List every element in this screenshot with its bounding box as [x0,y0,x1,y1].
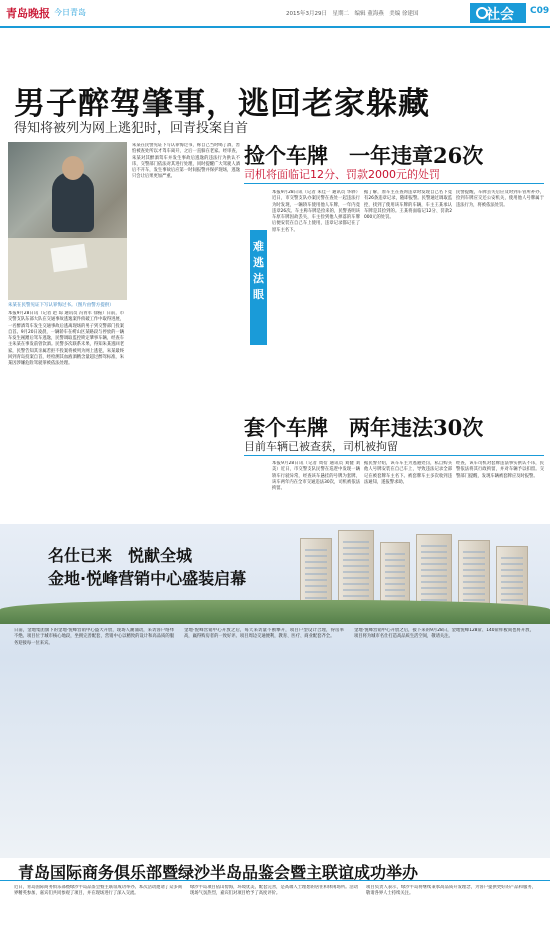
landscape-image [0,600,550,624]
main-subhead: 得知将被列为网上逃犯时，回青投案自首 [14,121,249,136]
main-headline: 男子醉驾肇事，逃回老家躲藏 [14,86,430,122]
page-number: C09 [530,6,550,16]
ad-subheadline: 金地·悦峰营销中心盛装启幕 [48,569,247,588]
section-label: 今日青岛 [54,8,86,17]
divider [244,183,544,184]
bottom-col3: 项目负责人表示，绿沙半岛将继续秉承高品质开发理念，为客户提供更好的产品和服务，敬请各界人士持续关注。 [366,885,536,897]
story-a-title: 捡个车牌 一年违章26次 [244,143,484,168]
vertical-label-text: 难逃法眼 [253,240,264,301]
building-image [496,546,528,610]
ad-col2: 金地·悦峰营销中心开放之后，每天来访量不断攀升，项目户型设计合理，得房率高，赢得购房者的一致好评。项目周边交通便利，教育、医疗、商业配套齐全。 [184,628,344,640]
story-main-col1: 本报9月28日讯（记者 赵 琼 通讯员 冯青军 徐振）日前，市交警支队东部大队在交通事故逃逸案件侦破工作中取得进展，一名醉酒驾车发生交通事故后逃离现场的男子到交警部门投案自首。9月20日凌晨，一辆轿车在崂山区某路段与停放的一辆车发生剐蹭后驾车逃逸，民警调取监控锁定肇事车辆，经查车主朱某在事发前曾饮酒。民警多次联系未果，得知朱某逃回老家，民警告知其亲属若拒不投案将被列为网上逃犯，朱某最终回到青岛投案自首，经检测其血液酒精含量超过醉驾标准，朱某因涉嫌危险驾驶罪被依法处理。 [8,311,124,367]
story-a-subtitle: 司机将面临记12分、罚款2000元的处罚 [244,168,440,181]
story-b-title: 套个车牌 两年违法30次 [244,415,484,440]
ad-col1: 日前，金地集团旗下的金地·悦峰营销中心盛大开放，现场人潮涌动，来访客户络绎不绝。项目位于城市核心地段，坐拥完善配套，营销中心以精致的设计和高品质的服务迎接每一位来宾。 [14,628,174,646]
bottom-col1: 近日，青岛国际商务俱乐部暨绿沙半岛品鉴会暨主联谊成功举办。本次活动邀请了众多商界精英参加，嘉宾们共同参观了项目，并在现场进行了深入交流。 [14,885,182,897]
story-b-col2: 据民警介绍，该车车主为逃避处罚，私自购买他人号牌安装在自己车上，导致违法记录全部记在被套牌车主名下。被套牌车主多次收到违法通知，遂报警求助。 [364,461,452,485]
story-a-col2: 据了解，原车主在查询违章时发现自己名下竟有26条违章记录，随即报警。民警通过调取监控，找到了使用该车牌的车辆，车主王某承认车牌是其捡到的。王某将面临记12分、罚款2000元的处罚。 [364,190,452,221]
story-a-col1: 本报9月28日讯（记者 朱佳一 通讯员 华骅）近日，市交警支队办案民警在查处一起违法行为时发现，一辆轿车使用他人车牌，一年内竟违章26次。车主称车牌是捡来的，民警查明该车原车牌因故丢失，车主捡到他人掉落的车牌后便安装在自己车上使用，违章记录都记在了原车主名下。 [272,190,360,233]
vertical-section-label [250,230,267,345]
building-image [458,540,490,610]
ad-col3: 金地·悦峰营销中心开放之后，接下来的9月28日，金地悦峰128㎡、140㎡样板间也将开放，项目将为城市名仕打造高品质生活空间，敬请关注。 [354,628,534,640]
bottom-headline: 青岛国际商务俱乐部暨绿沙半岛品鉴会暨主联谊成功举办 [18,863,419,882]
section-tab [470,3,526,23]
news-photo [8,142,127,300]
section-tab-label: 社会 [486,7,514,23]
story-b-subtitle: 目前车辆已被查获，司机被拘留 [244,440,398,453]
newspaper-logo: 青岛晚报 [6,7,50,20]
story-b-col3: 经查，该车司机对套牌违法事实供认不讳，民警依法将其行政拘留，并对车辆予以扣留。交警部门提醒，发现车辆被套牌应及时报警。 [456,461,544,479]
story-main-col2: 朱某在民警见证下写认罪悔过书，称自己当时喝了酒，害怕被查处所以才驾车离开，之后一直躲在老家。经审查，朱某对其醉酒驾车并发生事故后逃逸的违法行为供认不讳，交警部门依法对其进行处理，同时提醒广大驾驶人酒后不开车，发生事故后应第一时间报警并保护现场，逃逸只会让后果更加严重。 [132,143,240,180]
divider [244,455,544,456]
story-a-col3: 民警提醒，车牌丢失后应及时到车管所补办，捡到车牌应交还公安机关，使用他人号牌属于违法行为，将被依法处罚。 [456,190,544,208]
building-image [338,530,374,610]
building-image [416,534,452,610]
photo-caption: 朱某在民警见证下写认罪悔过书。（图片由警方提供） [8,303,114,308]
ad-headline: 名仕已来 悦献全城 [48,546,193,565]
bottom-col2: 绿沙半岛项目依山傍海，环境优美，配套完善，是高端人士理想的居住和休闲场所。活动现场气氛热烈，嘉宾们对项目给予了高度评价。 [190,885,358,897]
story-b-col1: 本报9月28日讯（记者 周衍 通讯员 刘健 刘美）近日，市交警支队民警在巡逻中发现一辆轿车行驶异常，经查该车悬挂的号牌为套牌，该车两年内在全市交通违法30次，司机被依法拘留。 [272,461,360,492]
dateline: 2015年3月29日 星期二 编辑 董海燕 美编 徐建国 [286,11,419,17]
